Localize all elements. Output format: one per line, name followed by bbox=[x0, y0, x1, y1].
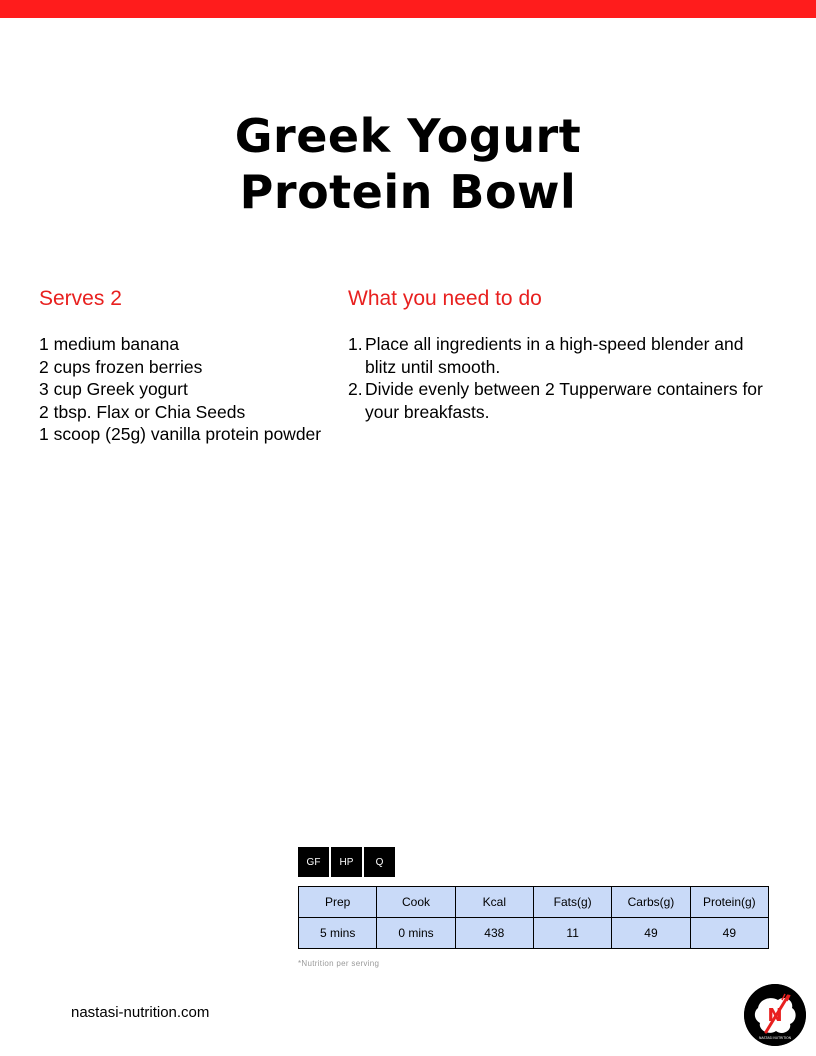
step-text: Place all ingredients in a high-speed blender and blitz until smooth. bbox=[365, 334, 744, 377]
header-kcal: Kcal bbox=[455, 887, 533, 918]
value-fats: 11 bbox=[533, 918, 611, 949]
top-accent-bar bbox=[0, 0, 816, 18]
ingredients-section bbox=[39, 286, 349, 446]
ingredient-item: 2 tbsp. Flax or Chia Seeds bbox=[39, 401, 246, 422]
value-prep: 5 mins bbox=[299, 918, 377, 949]
nutrition-value-row bbox=[299, 918, 769, 949]
recipe-title bbox=[0, 108, 816, 220]
step-number: 2. bbox=[348, 379, 363, 399]
instruction-step bbox=[348, 378, 778, 423]
ingredient-item: 1 scoop (25g) vanilla protein powder bbox=[39, 424, 322, 444]
tag-high-protein: HP bbox=[331, 847, 362, 877]
header-prep: Prep bbox=[299, 887, 377, 918]
ingredient-list bbox=[39, 333, 349, 446]
step-number: 1. bbox=[348, 334, 363, 354]
ingredient-item: 2 cups frozen berries bbox=[39, 356, 203, 377]
instructions-heading: What you need to do bbox=[348, 287, 542, 310]
logo-graphic bbox=[744, 984, 806, 1046]
instruction-step bbox=[348, 333, 778, 378]
header-carbs: Carbs(g) bbox=[612, 887, 690, 918]
instruction-steps bbox=[348, 333, 778, 423]
tag-quick: Q bbox=[364, 847, 395, 877]
header-cook: Cook bbox=[377, 887, 455, 918]
brand-logo bbox=[744, 984, 806, 1046]
nutrition-table bbox=[298, 886, 769, 949]
value-kcal: 438 bbox=[455, 918, 533, 949]
header-protein: Protein(g) bbox=[690, 887, 768, 918]
title-line-1: Greek Yogurt bbox=[234, 109, 582, 163]
ingredient-item: 1 medium banana bbox=[39, 334, 180, 354]
tag-gluten-free: GF bbox=[298, 847, 329, 877]
nutrition-header-row bbox=[299, 887, 769, 918]
nutrition-footnote: *Nutrition per serving bbox=[298, 959, 380, 968]
value-carbs: 49 bbox=[612, 918, 690, 949]
diet-tags bbox=[298, 847, 397, 877]
website-link[interactable]: nastasi-nutrition.com bbox=[71, 1004, 210, 1021]
step-text: Divide evenly between 2 Tupperware containers for your breakfasts. bbox=[365, 379, 763, 422]
servings-heading: Serves 2 bbox=[39, 287, 122, 310]
value-protein: 49 bbox=[690, 918, 768, 949]
logo-wordmark: NASTASI NUTRITION bbox=[758, 1036, 792, 1040]
instructions-section bbox=[348, 286, 778, 423]
title-line-2: Protein Bowl bbox=[239, 165, 577, 219]
logo-letter: N bbox=[767, 1005, 783, 1026]
header-fats: Fats(g) bbox=[533, 887, 611, 918]
ingredient-item: 3 cup Greek yogurt bbox=[39, 379, 188, 399]
value-cook: 0 mins bbox=[377, 918, 455, 949]
